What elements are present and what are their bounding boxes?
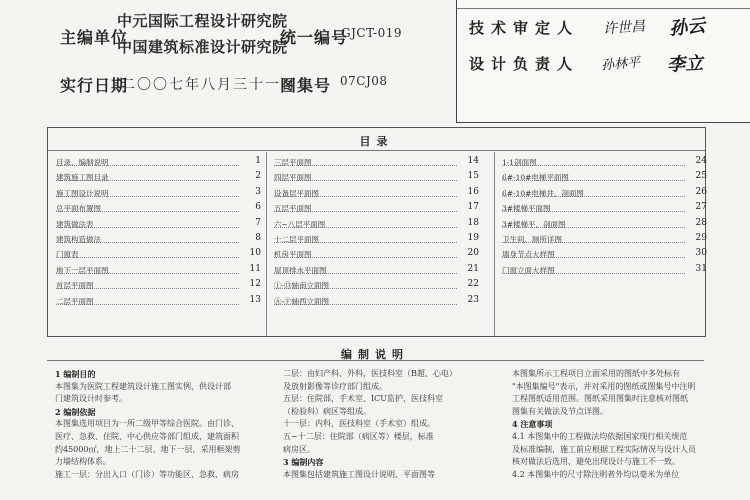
- notes-title: 编制说明: [341, 348, 409, 361]
- toc-entry-page: 21: [467, 263, 479, 274]
- toc-entry: [502, 216, 707, 231]
- toc-divider-1: [266, 152, 267, 336]
- toc-entry-page: 27: [695, 202, 707, 213]
- signature-lead-2: 李立: [666, 53, 704, 76]
- toc-entry-title: 3#楼梯平面图: [502, 204, 551, 214]
- toc-entry: [56, 262, 261, 277]
- toc-entry-title: 卫生间、厕所详图: [502, 234, 562, 244]
- approval-top-rule: [457, 0, 750, 9]
- toc-entry-title: 二层平面图: [56, 296, 94, 306]
- note-line: 4.1 本图集中的工程做法均依据国家现行相关规范: [512, 431, 688, 441]
- toc-entry: [56, 277, 261, 292]
- toc-entry-title: 总平面布置图: [56, 204, 101, 214]
- toc-entry-page: 31: [695, 263, 707, 274]
- note-line: 二层：由妇产科、外科，医技科室（B超、心电）: [283, 369, 457, 378]
- toc-entry-page: 11: [249, 263, 261, 274]
- toc-entry: [502, 185, 707, 200]
- toc-entry-title: 首层平面图: [56, 281, 94, 291]
- toc-entry-title: 施工图设计说明: [56, 188, 109, 198]
- toc-entry-page: 18: [467, 217, 479, 228]
- note-line: 图集有关做法及节点详图。: [512, 406, 608, 416]
- note-line: 1 编制目的: [55, 369, 96, 379]
- toc-entry-title: 十二层平面图: [274, 234, 319, 244]
- note-line: 约45000㎡，地上二十二层、地下一层，采用框架剪: [55, 444, 241, 454]
- toc-entry: [502, 169, 707, 184]
- toc-entry-title: 6#-10#电梯井、剖面图: [502, 188, 584, 198]
- note-line: 4 注意事项: [512, 419, 553, 430]
- toc-entry-title: 三层平面图: [274, 158, 312, 167]
- toc-entry-page: 20: [467, 248, 479, 259]
- toc-entry-page: 24: [695, 156, 707, 166]
- toc-entry-page: 3: [255, 186, 261, 197]
- toc-entry: [274, 262, 479, 277]
- note-line: 4.2 本图集中的尺寸除注明者外均以毫米为单位: [512, 469, 680, 479]
- header-info-block: [0, 0, 456, 122]
- toc-entry-title: 地下一层平面图: [56, 265, 109, 275]
- toc-entry-page: 30: [695, 248, 707, 259]
- note-line: 本图集包括建筑施工图设计说明、平面图等: [283, 469, 435, 479]
- note-line: 病房区。: [283, 444, 315, 454]
- signature-reviewer-1: 许世昌: [602, 18, 646, 38]
- toc-entry-page: 15: [467, 171, 479, 182]
- design-lead-label: 设计负责人: [469, 55, 580, 73]
- toc-entry: [274, 277, 479, 292]
- toc-entry: [502, 246, 707, 261]
- note-line: 力墙结构体系。: [55, 457, 111, 467]
- toc-entry-title: 3#楼梯平、剖面图: [502, 219, 566, 229]
- toc-entry-page: 23: [467, 294, 479, 305]
- toc-entry: [56, 216, 261, 231]
- toc-column-3: [502, 154, 707, 277]
- toc-entry-page: 19: [467, 232, 479, 243]
- toc-entry-page: 16: [467, 186, 479, 197]
- tech-reviewer-label: 技术审定人: [469, 19, 580, 37]
- toc-entry: [56, 200, 261, 215]
- unified-number: GJCT-019: [341, 26, 402, 40]
- toc-entry: [274, 231, 479, 246]
- signature-lead-1: 孙林平: [600, 55, 641, 74]
- effective-date-label: 实行日期: [60, 76, 129, 95]
- note-line: 门建筑设计时参考。: [55, 394, 127, 404]
- toc-entry-page: 25: [695, 171, 707, 182]
- atlas-number: 07CJ08: [340, 74, 388, 88]
- approval-block: [456, 0, 750, 123]
- toc-entry: [274, 246, 479, 261]
- toc-title: 目录: [359, 135, 394, 148]
- toc-entry-page: 6: [255, 202, 261, 213]
- note-line: 本图集选用项目为一所二级甲等综合医院。由门诊、: [55, 419, 239, 429]
- toc-entry-title: 建筑构造做法: [56, 234, 101, 244]
- note-line: 施工一层：分出入口（门诊）等功能区、急救、病房: [55, 469, 239, 479]
- toc-entry: [274, 154, 479, 169]
- note-line: 五~十二层：住院部（病区等）楼层，标准: [283, 431, 434, 441]
- toc-entry-page: 2: [255, 171, 261, 182]
- toc-entry: [56, 154, 261, 169]
- note-line: 3 编制内容: [283, 457, 324, 468]
- toc-leader-dots: [56, 257, 239, 258]
- toc-entry-title: 建筑施工图目录: [56, 173, 109, 183]
- note-line: 五层：住院部，手术室、ICU监护，医技科室: [283, 394, 444, 404]
- toc-entry-title: ①-⑬轴南立面图: [274, 281, 330, 291]
- toc-entry-page: 14: [467, 156, 479, 166]
- toc-entry-title: 设备层平面图: [274, 188, 319, 198]
- toc-entry: [274, 185, 479, 200]
- toc-entry-title: 目录、编制说明: [56, 158, 109, 167]
- editor-unit-2: 中国建筑标准设计研究院: [117, 38, 288, 56]
- unified-number-label: 统一编号: [280, 28, 349, 47]
- note-line: 2 编制依据: [55, 406, 96, 417]
- toc-entry-page: 7: [255, 217, 261, 228]
- toc-entry: [502, 154, 707, 169]
- notes-column-3: [512, 368, 712, 481]
- signature-reviewer-2: 孙云: [668, 15, 707, 40]
- note-line: "本图集编号"表示，并对采用的图纸或图集号中注明: [512, 381, 696, 391]
- toc-entry-title: 屋顶排水平面图: [274, 265, 327, 275]
- toc-entry-title: 6#-10#电梯平面图: [502, 173, 569, 183]
- toc-entry: [502, 200, 707, 215]
- toc-entry-title: 六~八层平面图: [274, 219, 326, 229]
- toc-entry-title: 机房平面图: [274, 250, 312, 260]
- note-line: 核对做法后选用，避免出现设计与施工不一致。: [512, 457, 680, 467]
- toc-entry-page: 12: [249, 279, 261, 290]
- toc-column-1: [56, 154, 261, 308]
- toc-entry-page: 10: [249, 248, 261, 259]
- toc-entry: [274, 216, 479, 231]
- editor-unit-1: 中元国际工程设计研究院: [117, 12, 288, 30]
- toc-entry-title: 门窗立面大样图: [502, 265, 555, 275]
- note-line: 十一层：内科，医技科室（手术室）组成。: [283, 419, 435, 429]
- toc-entry: [502, 262, 707, 277]
- toc-entry: [502, 231, 707, 246]
- notes-column-2: [283, 368, 483, 481]
- toc-entry-page: 28: [695, 217, 707, 228]
- note-line: 及标准编制，施工前应根据工程实际情况与设计人员: [512, 444, 696, 454]
- note-line: 医疗、急救、住院、中心供应等部门组成，建筑面积: [55, 431, 239, 441]
- toc-entry-title: 门窗表: [56, 250, 79, 260]
- toc-entry-title: 建筑做法表: [56, 219, 94, 229]
- toc-entry-page: 17: [467, 202, 479, 213]
- toc-entry-page: 22: [467, 279, 479, 290]
- toc-entry-page: 13: [249, 294, 261, 305]
- toc-entry: [56, 185, 261, 200]
- editor-label: 主编单位: [60, 28, 129, 47]
- toc-entry-title: 五层平面图: [274, 204, 312, 214]
- notes-title-rule: [47, 360, 704, 361]
- toc-entry: [56, 169, 261, 184]
- toc-entry-title: 四层平面图: [274, 173, 312, 183]
- effective-date: 二〇〇七年八月三十一日: [121, 77, 297, 93]
- note-line: （检验科）病区等组成。: [283, 406, 371, 416]
- toc-entry: [56, 246, 261, 261]
- toc-entry: [56, 231, 261, 246]
- toc-divider-2: [494, 152, 495, 336]
- toc-entry-title: 墙身节点大样图: [502, 250, 555, 260]
- toc-entry-title: 1-1剖面图: [502, 158, 537, 167]
- toc-entry: [274, 169, 479, 184]
- toc-entry-page: 8: [255, 232, 261, 243]
- notes-column-1: [55, 368, 255, 481]
- toc-entry: [274, 200, 479, 215]
- note-line: 本图集所示工程项目立面采用的图纸中多处标有: [512, 369, 680, 378]
- toc-entry-page: 1: [255, 156, 261, 166]
- note-line: 及放射影像等诊疗部门组成。: [283, 381, 387, 391]
- toc-entry: [56, 293, 261, 308]
- toc-entry: [274, 293, 479, 308]
- toc-column-2: [274, 154, 479, 308]
- note-line: 本图集为医院工程建筑设计施工图实例，供设计部: [55, 381, 231, 391]
- table-of-contents: [47, 127, 706, 337]
- note-line: 工程图纸适用范围。图纸采用图集时注意核对图纸: [512, 394, 688, 404]
- toc-entry-page: 26: [695, 186, 707, 197]
- atlas-number-label: 图集号: [280, 76, 332, 95]
- toc-title-rule: [48, 150, 705, 151]
- toc-entry-page: 29: [695, 232, 707, 243]
- toc-entry-title: Ⓐ-Ⓕ轴西立面图: [274, 296, 330, 306]
